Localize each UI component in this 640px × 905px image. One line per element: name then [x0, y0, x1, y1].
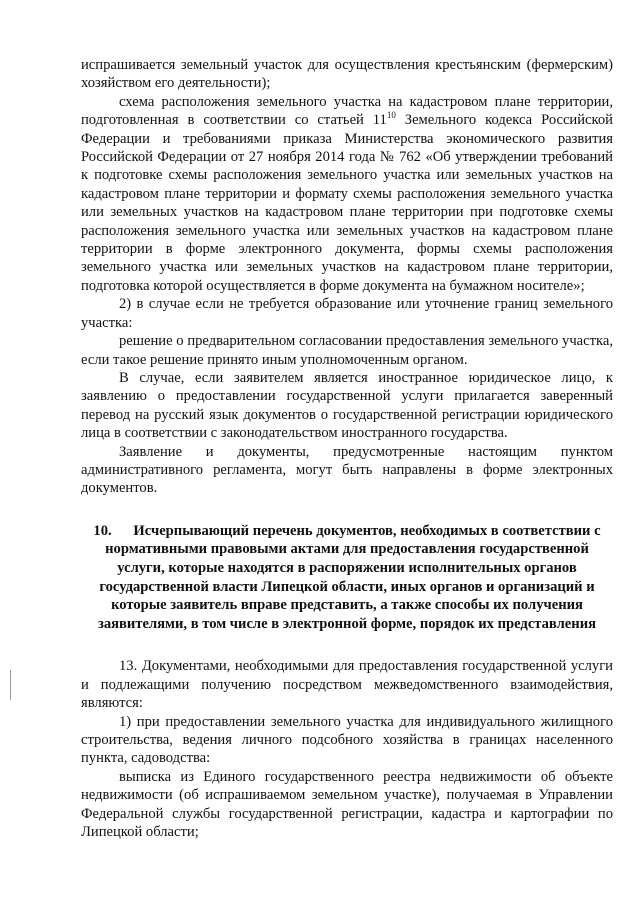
- article-superscript: 10: [386, 110, 396, 121]
- paragraph-2-part-a: схема расположения земельного участка на кадастровом плане территории, подготовленная в соответствии со статьей 11: [81, 93, 613, 129]
- section-title: Исчерпывающий перечень документов, необходимых в соответствии с нормативными правовыми актами для предоставления государственной услуги, которые находятся в распоряжении исполнительных органов государственной власти Липецкой области, иных органов и организаций и которые заявитель вправе представить, а также способы их получения заявителями, в том числе в электронной форме, порядок их представления: [97, 522, 601, 632]
- paragraph-6: Заявление и документы, предусмотренные настоящим пунктом административного регламента, могут быть направлены в форме электронных документов.: [81, 443, 613, 497]
- scan-margin-mark: [10, 670, 11, 700]
- section-number: 10.: [93, 522, 112, 539]
- paragraph-8: 1) при предоставлении земельного участка для индивидуального жилищного строительства, ведения личного подсобного хозяйства в границах населенного пункта, садоводства:: [81, 713, 613, 767]
- paragraph-2-part-b: Земельного кодекса Российской Федерации и требованиями приказа Министерства экономического развития Российской Федерации от 27 ноября 2014 года № 762 «Об утверждении требований к подготовке схемы расположения земельного участка или земельных участков на кадастровом плане территории и формату схемы расположения земельного участка или земельных участков на кадастровом плане территории при подготовке схемы расположения земельного участка или земельных участков на кадастровом плане территории в форме электронного документа, формы схемы расположения земельного участка или земельных участков на кадастровом плане территории, подготовка которой осуществляется в форме документа на бумажном носителе»;: [81, 112, 613, 294]
- paragraph-1: испрашивается земельный участок для осуществления крестьянским (фермерским) хозяйством его деятельности);: [81, 57, 613, 92]
- paragraph-5: В случае, если заявителем является иностранное юридическое лицо, к заявлению о предоставлении государственной услуги прилагается заверенный перевод на русский язык документов о государственной регистрации юридического лица в соответствии с законодательством иностранного государства.: [81, 369, 613, 442]
- paragraph-3: 2) в случае если не требуется образование или уточнение границ земельного участка:: [81, 296, 613, 331]
- paragraph-7: 13. Документами, необходимыми для предоставления государственной услуги и подлежащими получению посредством межведомственного взаимодействия, являются:: [81, 658, 613, 712]
- paragraph-2: [81, 93, 613, 295]
- paragraph-4: решение о предварительном согласовании предоставления земельного участка, если такое решение принято иным уполномоченным органом.: [81, 333, 613, 368]
- document-page: [81, 56, 613, 841]
- section-heading: [81, 522, 613, 634]
- paragraph-9: выписка из Единого государственного реестра недвижимости об объекте недвижимости (об испрашиваемом земельном участке), получаемая в Управлении Федеральной службы государственной регистрации, кадастра и картографии по Липецкой области;: [81, 768, 613, 840]
